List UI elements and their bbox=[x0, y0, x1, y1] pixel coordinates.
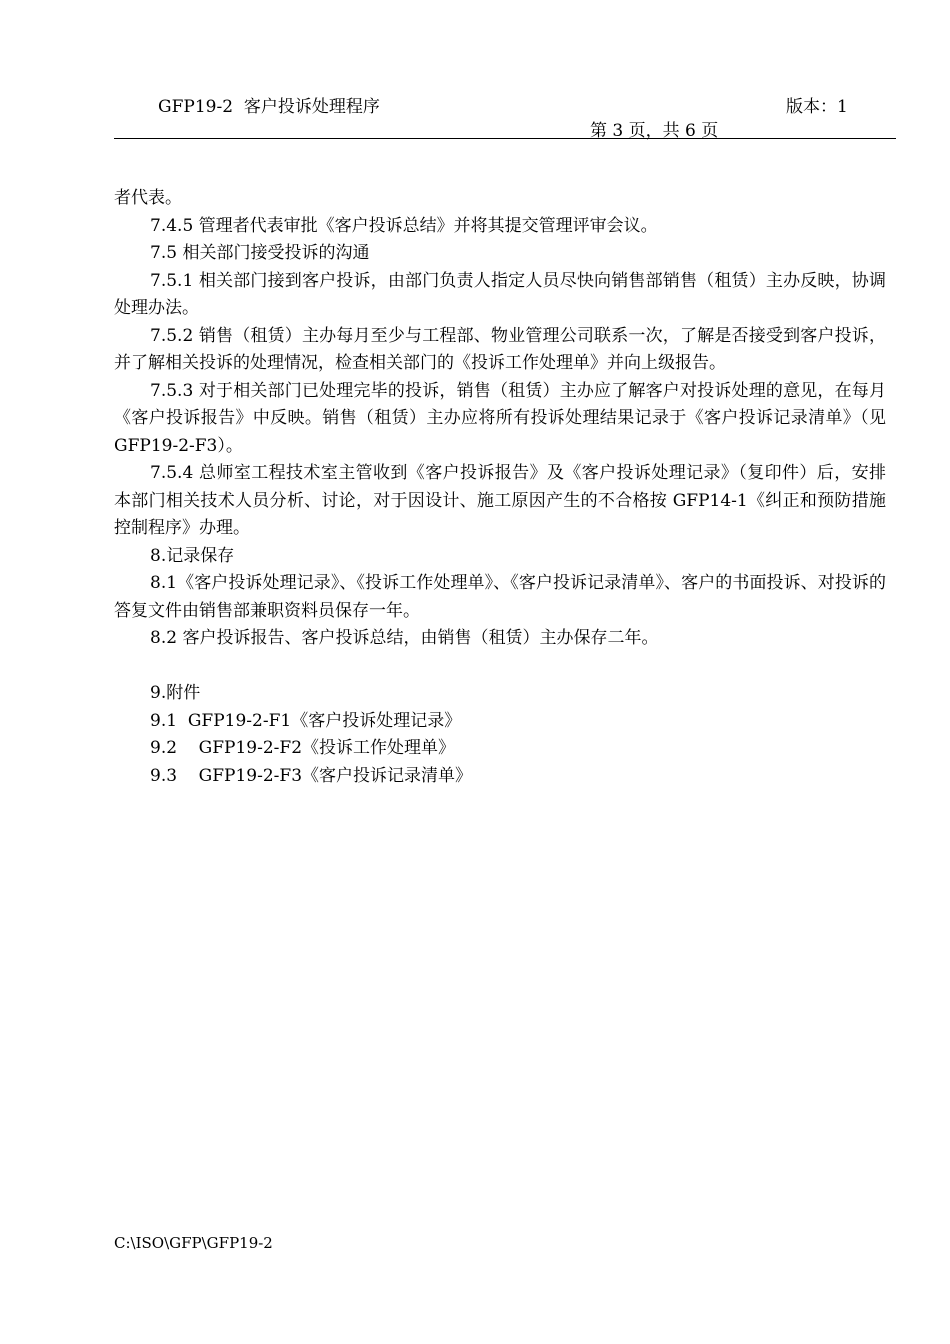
header-divider bbox=[114, 138, 896, 139]
heading-7-5: 7.5 相关部门接受投诉的沟通 bbox=[150, 243, 370, 263]
header-page-number: 第 3 页，共 6 页 bbox=[590, 121, 719, 141]
paragraph-7-5-2: 7.5.2 销售（租赁）主办每月至少与工程部、物业管理公司联系一次，了解是否接受到客户投诉，并了解相关投诉的处理情况，检查相关部门的《投诉工作处理单》并向上级报告。 bbox=[114, 325, 886, 373]
paragraph-8-1: 8.1《客户投诉处理记录》、《投诉工作处理单》、《客户投诉记录清单》、客户的书面投诉、对投诉的答复文件由销售部兼职资料员保存一年。 bbox=[114, 573, 886, 621]
paragraph-7-5-3: 7.5.3 对于相关部门已处理完毕的投诉，销售（租赁）主办应了解客户对投诉处理的意见，在每月《客户投诉报告》中反映。销售（租赁）主办应将所有投诉处理结果记录于《客户投诉记录清单》（见 GFP19-2-F3）。 bbox=[114, 380, 886, 456]
paragraph-7-5-1: 7.5.1 相关部门接到客户投诉，由部门负责人指定人员尽快向销售部销售（租赁）主办反映，协调处理办法。 bbox=[114, 270, 886, 318]
header-version: 版本：1 bbox=[786, 97, 848, 117]
blank-line bbox=[114, 653, 886, 681]
paragraph-7-5-4: 7.5.4 总师室工程技术室主管收到《客户投诉报告》及《客户投诉处理记录》（复印件）后，安排本部门相关技术人员分析、讨论，对于因设计、施工原因产生的不合格按 GFP14-1《纠正和预防措施控制程序》办理。 bbox=[114, 463, 886, 538]
paragraph-7-4-5: 7.4.5 管理者代表审批《客户投诉总结》并将其提交管理评审会议。 bbox=[150, 215, 658, 236]
paragraph-8-2: 8.2 客户投诉报告、客户投诉总结，由销售（租赁）主办保存二年。 bbox=[150, 628, 659, 648]
header-document-title: GFP19-2 客户投诉处理程序 bbox=[158, 97, 380, 117]
attachment-9-3: 9.3 GFP19-2-F3《客户投诉记录清单》 bbox=[150, 765, 473, 786]
document-body bbox=[114, 185, 886, 790]
heading-8: 8.记录保存 bbox=[150, 545, 235, 566]
heading-9: 9.附件 bbox=[150, 683, 201, 703]
attachment-9-2: 9.2 GFP19-2-F2《投诉工作处理单》 bbox=[150, 738, 456, 758]
footer-file-path: C:\ISO\GFP\GFP19-2 bbox=[114, 1234, 273, 1252]
paragraph-continuation: 者代表。 bbox=[114, 188, 182, 208]
attachment-9-1: 9.1 GFP19-2-F1《客户投诉处理记录》 bbox=[150, 710, 462, 731]
